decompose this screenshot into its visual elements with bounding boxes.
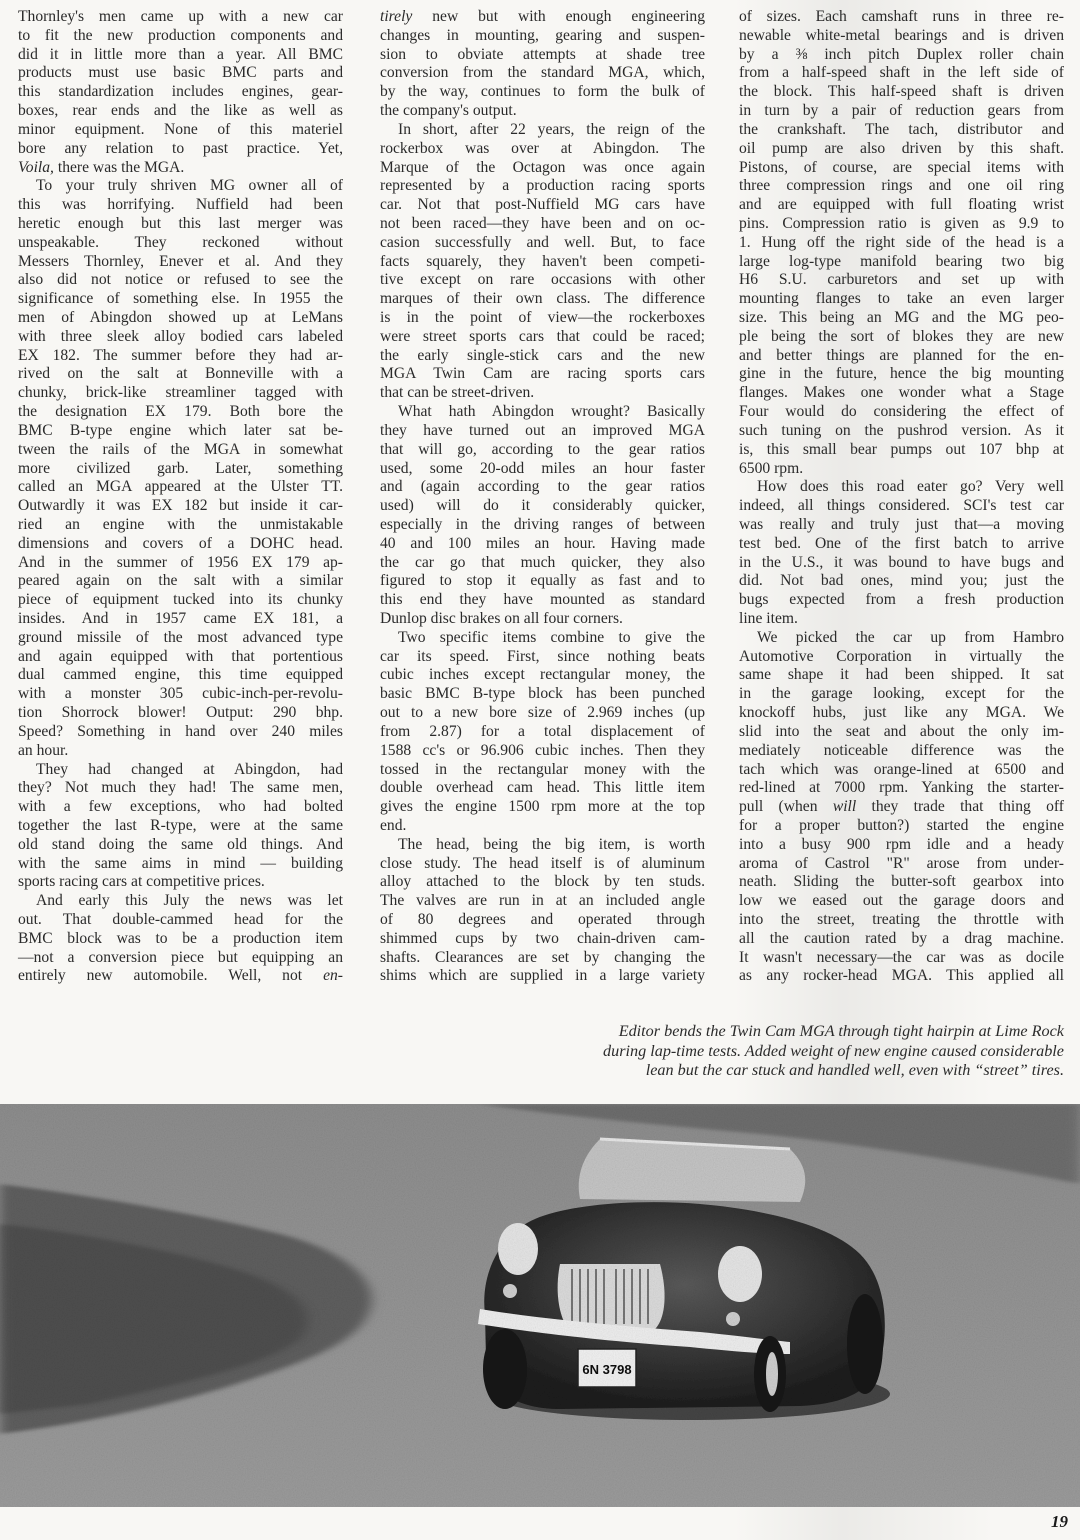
text-line: the company's output. (380, 102, 517, 120)
text-line: by a ⅜ inch pitch Duplex roller chain (739, 45, 1064, 63)
text-line: Speed? Something in hand over 240 miles (18, 722, 343, 740)
text-line: Four would do considering the effect of (739, 403, 1064, 421)
text-line: from a half-speed shaft in the left side of (739, 64, 1064, 82)
text-line: Dunlop disc brakes on all four corners. (380, 610, 623, 627)
text-line: And early this July the news was let (36, 892, 343, 910)
text-line: entirely new automobile. Well, not en- (18, 967, 343, 985)
page-number: 19 (1051, 1512, 1068, 1531)
text-line: double overhead cam head. This little item (380, 779, 705, 797)
text-line: represented by a production racing sports (380, 177, 705, 195)
text-line: the car go that much quicker, they also (380, 553, 705, 571)
text-line: shafts. Clearances are set by changing the (380, 948, 705, 966)
text-line: gine in the future, hence the big mounting (739, 365, 1064, 383)
text-line: as any rocker-head MGA. This applied all (739, 967, 1064, 985)
text-line: from 2.87) for a total displacement of (380, 722, 705, 740)
text-line: more civilized garb. Later, something (18, 459, 343, 477)
text-line: they have turned out an improved MGA (380, 421, 705, 439)
text-line: with a monster 305 cubic-inch-per-revolu- (18, 685, 343, 703)
text-line: Two specific items combine to give the (398, 628, 705, 646)
text-line: used) will do it considerably quicker, (380, 497, 705, 515)
caption-line: lean but the car stuck and handled well, even with “street” tires. (645, 1061, 1064, 1079)
italic-text: Voila, (18, 158, 54, 176)
text-line: of 80 degrees and operated through (380, 911, 705, 928)
caption-line: during lap-time tests. Added weight of new engine caused considerable (603, 1041, 1064, 1060)
text-line: men of Abingdon showed up at LeMans (18, 309, 343, 326)
text-line: Messers Thornley, Enever et al. And they (18, 252, 343, 270)
text-line: used, some 20-odd miles an hour faster (380, 459, 705, 477)
text-line: 1. Hung off the right side of the head is a (739, 233, 1064, 251)
text-line: To your truly shriven MG owner all of (36, 177, 343, 195)
text-line: red-lined at 7000 rpm. Yanking the starter- (739, 779, 1064, 797)
text-line: What hath Abingdon wrought? Basically (398, 403, 705, 421)
text-line: And in the summer of 1956 EX 179 ap- (18, 553, 343, 571)
text-line: not been raced—they have been and on oc- (380, 214, 705, 232)
text-line: of sizes. Each camshaft runs in three re- (739, 8, 1064, 25)
text-line: bore any relation to past practice. Yet, (18, 139, 343, 157)
headlight-left (498, 1223, 538, 1275)
wheel-rear (847, 1294, 883, 1394)
article-column-3 (739, 8, 1064, 986)
text-line: that can be street-driven. (380, 384, 535, 402)
text-line: pins. Compression ratio is given as 9.9 to (739, 214, 1064, 232)
text-line: MGA Twin Cam are racing sports cars (380, 365, 705, 383)
text-line: car its speed. First, since nothing beats (380, 647, 705, 665)
text-line: boxes, rear ends and the like as well as (18, 102, 343, 120)
italic-text: en- (323, 967, 343, 985)
text-line: tossed in the rectangular money with the (380, 760, 705, 778)
text-line: 6500 rpm. (739, 459, 804, 477)
text-line: We picked the car up from Hambro (757, 628, 1064, 646)
text-line: minor equipment. None of this materiel (18, 120, 343, 138)
text-line: Voila, there was the MGA. (18, 158, 185, 176)
text-line: bugs expected from a fresh production (739, 591, 1064, 609)
text-line: indeed, all things considered. SCI's test car (739, 497, 1064, 515)
text-line: in the U.S., it was bound to have bugs and (739, 553, 1064, 571)
text-line: Automotive Corporation in virtually the (739, 647, 1064, 665)
text-line: peared again on the salt with a similar (18, 572, 343, 590)
text-line: such tuning on the pushrod version. As it (739, 421, 1064, 439)
text-line: large log-type manifold bearing two big (739, 252, 1064, 270)
italic-text: tirely (380, 8, 413, 25)
text-line: line item. (739, 610, 798, 627)
text-line: three compression rings and one oil ring (739, 177, 1064, 195)
text-line: unspeakable. They reckoned without (18, 233, 343, 251)
text-line: called an MGA appeared at the Ulster TT. (18, 478, 343, 496)
text-line: is in the point of view—the rockerboxes (380, 309, 705, 326)
text-line: also did not notice or refused to see the (18, 271, 343, 289)
text-line: sports racing cars at competitive prices. (18, 873, 265, 891)
photo-caption (444, 1022, 1064, 1081)
text-line: tion Shorrock blower! Output: 290 bhp. (18, 704, 343, 722)
license-plate-text: 6N 3798 (582, 1362, 632, 1377)
text-line: alloy attached to the block by ten studs. (380, 873, 705, 891)
text-line: significance of something else. In 1955 the (18, 290, 343, 308)
text-line: In short, after 22 years, the reign of the (398, 120, 705, 138)
headlight-right (718, 1246, 762, 1302)
article-column-2 (380, 8, 705, 986)
text-line: gives the engine 1500 rpm more at the top (380, 798, 705, 816)
text-line: aroma of Castrol "R" arose from under- (739, 854, 1064, 872)
text-line: especially in the driving ranges of between (380, 515, 705, 533)
text-line: together the last R-type, were at the same (18, 816, 343, 834)
text-line: rived on the salt at Bonneville with a (18, 365, 343, 383)
text-line: figured to stop it equally as fast and to (380, 572, 705, 590)
text-line: H6 S.U. carburetors and set up with (739, 271, 1064, 289)
text-line: mediately noticeable difference was the (739, 741, 1064, 759)
wheel-front-left (483, 1329, 527, 1409)
text-line: —not a conversion piece but equipping an (18, 948, 343, 966)
photo-mga-twin-cam (0, 1104, 1080, 1507)
text-line: BMC block was to be a production item (18, 929, 343, 947)
text-line: neath. Sliding the butter-soft gearbox into (739, 873, 1064, 891)
text-line: out. That double-cammed head for the (18, 911, 343, 928)
text-line: with a few exceptions, who had bolted (18, 798, 343, 816)
text-line: by the way, continues to form the bulk of (380, 83, 705, 101)
text-line: basic BMC B-type block has been punched (380, 685, 705, 703)
text-line: this end they have mounted as standard (380, 591, 705, 609)
text-line: ried an engine with the unmistakable (18, 515, 343, 533)
text-line: conversion from the standard MGA, which, (380, 64, 705, 82)
text-line: How does this road eater go? Very well (757, 478, 1064, 496)
text-line: is, this small bear pumps out 107 bhp at (739, 440, 1064, 458)
text-line: Pistons, of course, are special items with (739, 158, 1064, 176)
text-line: mounting flanges to take an even larger (739, 290, 1064, 308)
text-line: ground missile of the most advanced type (18, 628, 343, 646)
text-line: and are equipped with full floating wrist (739, 196, 1064, 214)
text-line: old stand doing the same old things. And (18, 835, 343, 853)
text-line: ple being the sort of blokes they are new (739, 327, 1064, 345)
text-line: BMC B-type engine which later sat be- (18, 421, 343, 439)
text-line: out to a new bore size of 2.969 inches (up (380, 704, 705, 722)
text-line: low we eased out the garage doors and (739, 892, 1064, 910)
text-line: with the same aims in mind — building (18, 854, 343, 872)
text-line: The head, being the big item, is worth (398, 835, 705, 853)
text-line: flanges. Makes one wonder what a Stage (739, 384, 1064, 402)
text-line: and better things are planned for the en- (739, 346, 1064, 364)
text-line: with three sleek alloy bodied cars labeled (18, 327, 343, 345)
text-line: The valves are run in at an included angle (380, 892, 705, 910)
text-line: same shape it had been shipped. It sat (739, 666, 1064, 684)
text-line: they? Not much they had! The same men, (18, 779, 343, 797)
text-line: the early single-stick cars and the new (380, 346, 705, 364)
text-line: tirely new but with enough engineering (380, 8, 705, 25)
text-line: all the caution rated by a drag machine. (739, 929, 1064, 947)
text-line: Outwardly it was EX 182 but inside it car- (18, 497, 343, 515)
text-line: Thornley's men came up with a new car (18, 8, 343, 25)
text-line: to fit the new production components and (18, 26, 343, 44)
text-line: casion successfully and well. But, to face (380, 233, 705, 251)
text-line: products must use basic BMC parts and (18, 64, 343, 82)
text-line: did. Not bad ones, mind you; just the (739, 572, 1064, 590)
text-line: pull (when will they trade that thing off (739, 798, 1065, 816)
text-line: facts squarely, they haven't been competi- (380, 252, 705, 270)
text-line: this standardization includes engines, gear- (18, 83, 343, 101)
text-line: oil pump are also driven by this shaft. (739, 139, 1064, 157)
text-line: shimmed cups by two chain-driven cam- (380, 929, 705, 947)
text-line: chunky, brick-like streamliner tagged with (18, 384, 343, 402)
text-line: an hour. (18, 741, 69, 759)
text-line: newable white-metal bearings and is driven (739, 26, 1064, 44)
text-line: 40 and 100 miles an hour. Having made (380, 534, 705, 552)
text-line: in turn by a pair of reduction gears from (739, 102, 1064, 120)
text-line: into the street, treating the throttle with (739, 911, 1064, 928)
text-line: the crankshaft. The tach, distributor and (739, 120, 1064, 138)
text-line: insides. And in 1957 came EX 181, a (18, 610, 343, 627)
text-line: piece of equipment tucked into its chunky (18, 591, 343, 609)
text-line: did it in little more than a year. All BMC (18, 45, 343, 63)
text-line: tach which was orange-lined at 6500 and (739, 760, 1064, 778)
caption-line: Editor bends the Twin Cam MGA through tight hairpin at Lime Rock (618, 1022, 1064, 1040)
text-line: car. Not that post-Nuffield MG cars have (380, 196, 705, 214)
text-line: shims which are supplied in a large variety (380, 967, 705, 985)
text-line: knockoff hubs, just like any MGA. We (739, 704, 1064, 722)
text-line: tween the rails of the MGA in somewhat (18, 440, 343, 458)
italic-text: will (832, 798, 857, 816)
text-line: that will go, according to the gear ratios (380, 440, 705, 458)
text-line: close study. The head itself is of aluminum (380, 854, 705, 872)
text-line: in the garage looking, except for the (739, 685, 1064, 703)
text-line: sion to obviate attempts at shade tree (380, 45, 705, 63)
text-line: size. This being an MG and the MG peo- (739, 309, 1064, 326)
text-line: tive except on rare occasions with other (380, 271, 705, 289)
text-line: the block. This half-speed shaft is driven (739, 83, 1064, 101)
text-line: was really and truly just that—a moving (739, 515, 1064, 533)
text-line: dimensions and covers of a DOHC head. (18, 534, 343, 552)
photo-illustration (0, 1104, 1080, 1507)
text-line: marques of their own class. The difference (380, 290, 705, 308)
text-line: were street sports cars that could be raced; (380, 327, 705, 345)
text-line: for a proper button?) started the engine (739, 816, 1064, 834)
text-line: and again equipped with that portentious (18, 647, 343, 665)
text-line: and (again according to the gear ratios (380, 478, 705, 496)
text-line: cubic inches except rectangular money, the (380, 666, 705, 684)
text-line: EX 182. The summer before they had ar- (18, 346, 343, 364)
text-line: Marque of the Octagon was once again (380, 158, 705, 176)
text-line: They had changed at Abingdon, had (36, 760, 343, 778)
text-line: end. (380, 816, 407, 834)
text-line: heretic enough but this last merger was (18, 214, 343, 232)
text-line: dual cammed engine, this time equipped (18, 666, 343, 684)
text-line: this was horrifying. Nuffield had been (18, 196, 343, 214)
text-line: rockerbox was over at Abingdon. The (380, 139, 705, 157)
text-line: It wasn't necessary—the car was as docile (739, 948, 1064, 966)
text-line: into a busy 900 rpm idle and a heady (739, 835, 1064, 853)
text-line: changes in mounting, gearing and suspen- (380, 26, 705, 44)
text-line: slid into the seat and about the only im- (739, 722, 1064, 740)
article-column-1 (18, 8, 343, 986)
text-line: the designation EX 179. Both bore the (18, 403, 343, 421)
text-line: test bed. One of the first batch to arrive (739, 534, 1064, 552)
text-line: 1588 cc's or 96.906 cubic inches. Then they (380, 741, 705, 759)
